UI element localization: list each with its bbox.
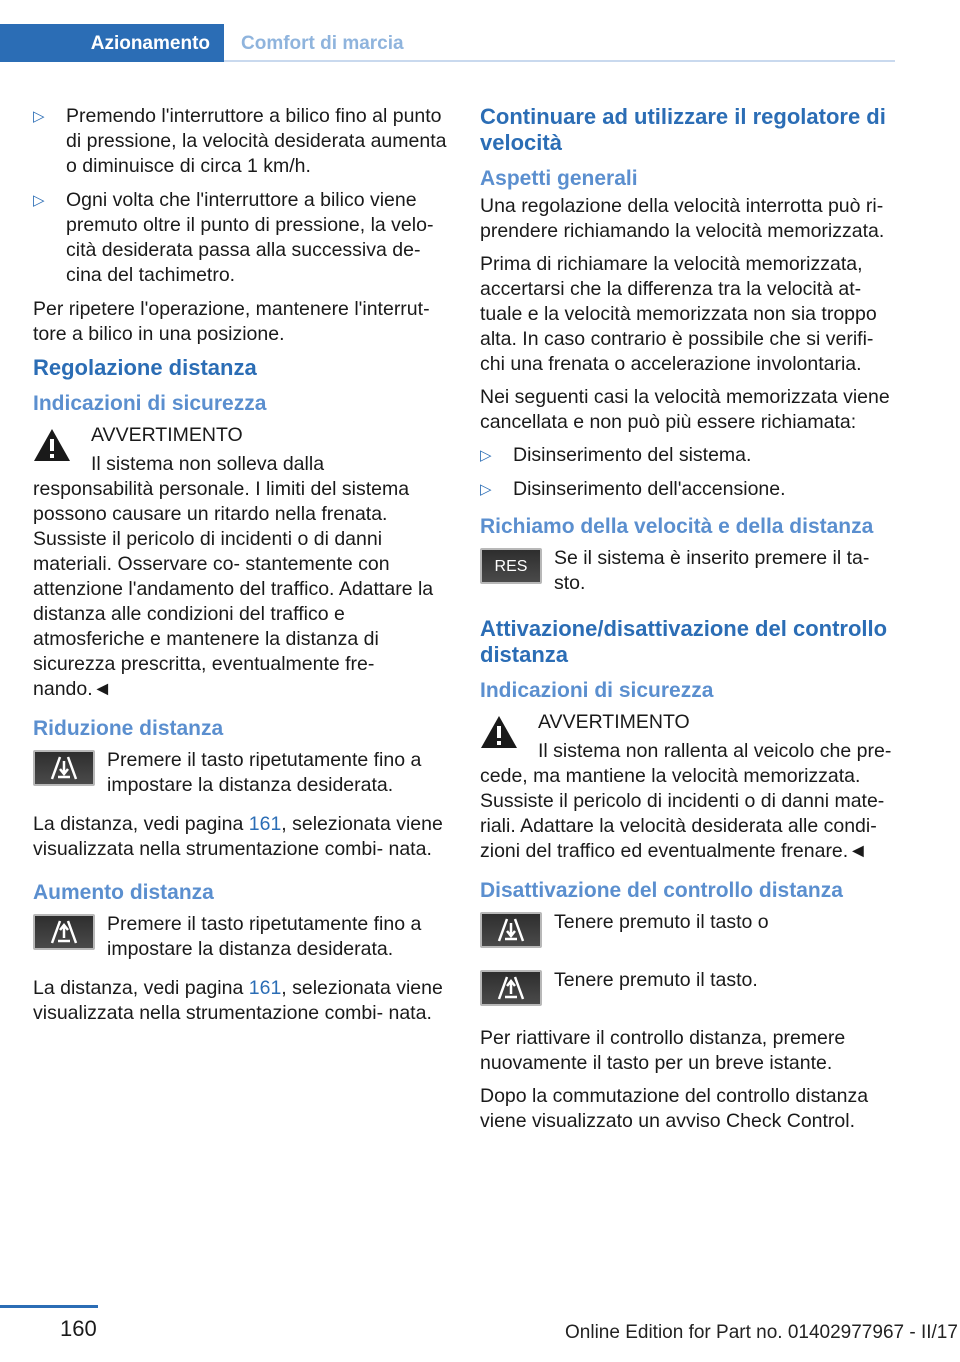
paragraph: Per riattivare il controllo distanza, premere nuovamente il tasto per un breve istante. [480, 1027, 846, 1074]
list-item-text: Premendo l'interruttore a bilico fino al punto di pressione, la velocità desiderata aumenta o diminuisce di circa 1 km/h. [66, 105, 447, 177]
warning-text: Il sistema non solleva dalla responsabilità personale. I limiti del sistema possono causare un ritardo nella frenata. Sussiste il pericolo di incidenti o di danni materiali. Osservare co‐ stantemente con attenzione l'andamento del traffico. Adattare la distanza alle condizioni del traffico e atmosferiche e mantenere la distanza di sicurezza prescritta, eventualmente fre‐ nando.◄ [33, 453, 434, 700]
warning-title: AVVERTIMENTO [538, 711, 690, 733]
footer-rule [0, 1305, 98, 1308]
heading-indicazioni-sicurezza: Indicazioni di sicurezza [33, 392, 267, 415]
paragraph: Prima di richiamare la velocità memorizzata, accertarsi che la differenza tra la velocità at‐ tuale e la velocità memorizzata non sia troppo alta. In caso contrario è possibile che si verifi‐ chi una frenata o accelerazione involontaria. [480, 253, 877, 375]
page-reference-link[interactable]: 161 [248, 977, 282, 999]
triangle-right-icon: ▷ [33, 192, 45, 209]
list-item [33, 188, 448, 288]
button-instruction [33, 748, 448, 798]
warning-block [33, 423, 448, 702]
warning-title: AVVERTIMENTO [91, 424, 243, 446]
warning-icon [480, 714, 518, 750]
button-instruction-text: Se il sistema è inserito premere il ta‐ sto. [554, 547, 870, 594]
button-instruction [480, 546, 895, 596]
triangle-right-icon: ▷ [480, 481, 492, 498]
distance-button-icon [33, 750, 95, 786]
right-column [480, 104, 895, 1142]
button-instruction [33, 912, 448, 962]
heading-disattivazione: Disattivazione del controllo distanza [480, 879, 843, 902]
paragraph: Una regolazione della velocità interrotta può ri‐ prendere richiamando la velocità memorizzata. [480, 195, 885, 242]
heading-indicazioni-sicurezza: Indicazioni di sicurezza [480, 679, 714, 702]
header-tabs [0, 24, 895, 62]
edition-note: Online Edition for Part no. 01402977967 - II/17 [565, 1322, 958, 1343]
button-instruction-text: Tenere premuto il tasto o [554, 911, 769, 933]
paragraph: La distanza, vedi pagina 161, selezionata viene visualizzata nella strumentazione combi‐ nata. [33, 977, 443, 1024]
paragraph: La distanza, vedi pagina 161, selezionata viene visualizzata nella strumentazione combi‐ nata. [33, 813, 443, 860]
list-item-text: Ogni volta che l'interruttore a bilico viene premuto oltre il punto di pressione, la velo‐ cità desiderata passa alla successiva de‐ cina del tachimetro. [66, 189, 434, 286]
triangle-right-icon: ▷ [33, 108, 45, 125]
page-number: 160 [60, 1316, 97, 1341]
heading-attivazione: Attivazione/disattivazione del controllo distanza [480, 616, 888, 667]
distance-button-icon [480, 970, 542, 1006]
heading-continuare: Continuare ad utilizzare il regolatore di velocità [480, 104, 886, 155]
heading-riduzione-distanza: Riduzione distanza [33, 717, 224, 740]
warning-block [480, 710, 895, 864]
res-button-icon: RES [480, 548, 542, 584]
list-item-text: Disinserimento dell'accensione. [513, 478, 786, 500]
warning-text: Il sistema non rallenta al veicolo che pre‐ cede, ma mantiene la velocità memorizzata. Sussiste il pericolo di incidenti o di danni mate‐ riali. Adattare la velocità desiderata alle condi‐ zioni del traffico ed eventualmente frenare.◄ [480, 740, 892, 862]
warning-icon [33, 427, 71, 463]
button-instruction-text: Premere il tasto ripetutamente fino a impostare la distanza desiderata. [107, 749, 422, 796]
heading-regolazione-distanza: Regolazione distanza [33, 355, 257, 380]
paragraph: Nei seguenti casi la velocità memorizzata viene cancellata e non può più essere richiamata: [480, 386, 890, 433]
list-item [33, 104, 448, 179]
paragraph: Per ripetere l'operazione, mantenere l'interrut‐ tore a bilico in una posizione. [33, 298, 430, 345]
list-item [480, 443, 895, 468]
tab-comfort-di-marcia[interactable]: Comfort di marcia [241, 32, 404, 54]
list-item [480, 477, 895, 502]
triangle-right-icon: ▷ [480, 447, 492, 464]
button-instruction [480, 968, 895, 1012]
heading-aspetti-generali: Aspetti generali [480, 167, 638, 190]
heading-aumento-distanza: Aumento distanza [33, 881, 214, 904]
tab-azionamento[interactable]: Azionamento [0, 24, 224, 62]
button-instruction-text: Premere il tasto ripetutamente fino a impostare la distanza desiderata. [107, 913, 422, 960]
button-instruction [480, 910, 895, 954]
tab-underline [224, 60, 895, 62]
heading-richiamo: Richiamo della velocità e della distanza [480, 515, 874, 538]
page-reference-link[interactable]: 161 [248, 813, 282, 835]
paragraph: Dopo la commutazione del controllo distanza viene visualizzato un avviso Check Control. [480, 1085, 869, 1132]
distance-button-icon [480, 912, 542, 948]
list-item-text: Disinserimento del sistema. [513, 444, 752, 466]
left-column [33, 104, 448, 1034]
button-instruction-text: Tenere premuto il tasto. [554, 969, 758, 991]
distance-button-icon [33, 914, 95, 950]
